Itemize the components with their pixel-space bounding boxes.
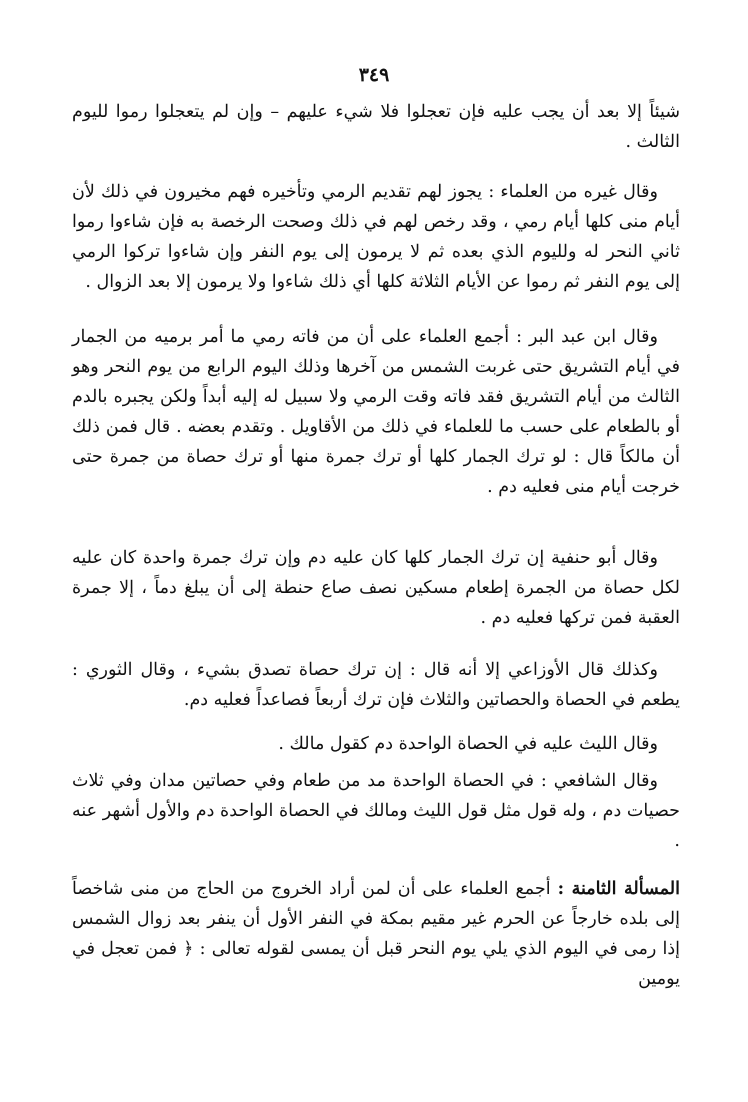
- paragraph-ibn-abd-al-barr: وقال ابن عبد البر : أجمع العلماء على أن من فاته رمي ما أمر برميه من الجمار في أيام التشريق حتى غربت الشمس من آخرها وذلك اليوم الرابع من يوم النحر وهو الثالث من أيام التشريق فقد فاته وقت الرمي ولا سبيل له إليه أبداً ولكن يجبره بالدم أو بالطعام على حسب ما للعلماء في ذلك من الأقاويل . وتقدم بعضه . قال فمن ذلك أن مالكاً قال : لو ترك الجمار كلها أو ترك جمرة منها أو ترك حصاة من جمرة حتى خرجت أيام منى فعليه دم .: [72, 327, 680, 497]
- page-number: ٣٤٩: [358, 64, 390, 86]
- paragraph-other-scholars: وقال غيره من العلماء : يجوز لهم تقديم الرمي وتأخيره فهم مخيرون في ذلك لأن أيام منى كلها أيام رمي ، وقد رخص لهم في ذلك وصحت الرخصة به فإن شاءوا رموا ثاني النحر له ولليوم الذي بعده ثم لا يرمون إلى يوم النفر وإن شاءوا تركوا الرمي إلى يوم النفر ثم رموا عن الأيام الثلاثة كلها أي ذلك شاءوا ولا يرمون إلا بعد الزوال .: [72, 182, 680, 292]
- issue-eight-paragraph: [72, 874, 680, 994]
- issue-eight-heading: المسألة الثامنة :: [557, 879, 680, 899]
- paragraph-abu-hanifa: وقال أبو حنفية إن ترك الجمار كلها كان عليه دم وإن ترك جمرة واحدة كان عليه لكل حصاة من الجمرة إطعام مسكين نصف صاع حنطة إلى أن يبلغ دماً ، إلا جمرة العقبة فمن تركها فعليه دم .: [72, 548, 680, 628]
- paragraph-shafii: وقال الشافعي : في الحصاة الواحدة مد من طعام وفي حصاتين مدان وفي ثلاث حصيات دم ، وله قول مثل قول الليث ومالك في الحصاة الواحدة دم والأول أشهر عنه .: [72, 771, 680, 851]
- issue-eight-text: أجمع العلماء على أن لمن أراد الخروج من الحاج من منى شاخصاً إلى بلده خارجاً عن الحرم غير مقيم بمكة في النفر الأول أن ينفر بعد زوال الشمس إذا رمى في اليوم الذي يلي يوم النحر قبل أن يمسى لقوله تعالى : ﴿ فمن تعجل في يومين: [72, 879, 680, 989]
- paragraph-awzai-thawri: وكذلك قال الأوزاعي إلا أنه قال : إن ترك حصاة تصدق بشيء ، وقال الثوري : يطعم في الحصاة والحصاتين والثلاث فإن ترك أربعاً فصاعداً فعليه دم.: [72, 660, 680, 710]
- paragraph-layth: وقال الليث عليه في الحصاة الواحدة دم كقول مالك .: [278, 734, 658, 754]
- paragraph-continuation: شيئاً إلا بعد أن يجب عليه فإن تعجلوا فلا شيء عليهم – وإن لم يتعجلوا رموا لليوم الثالث .: [72, 102, 680, 152]
